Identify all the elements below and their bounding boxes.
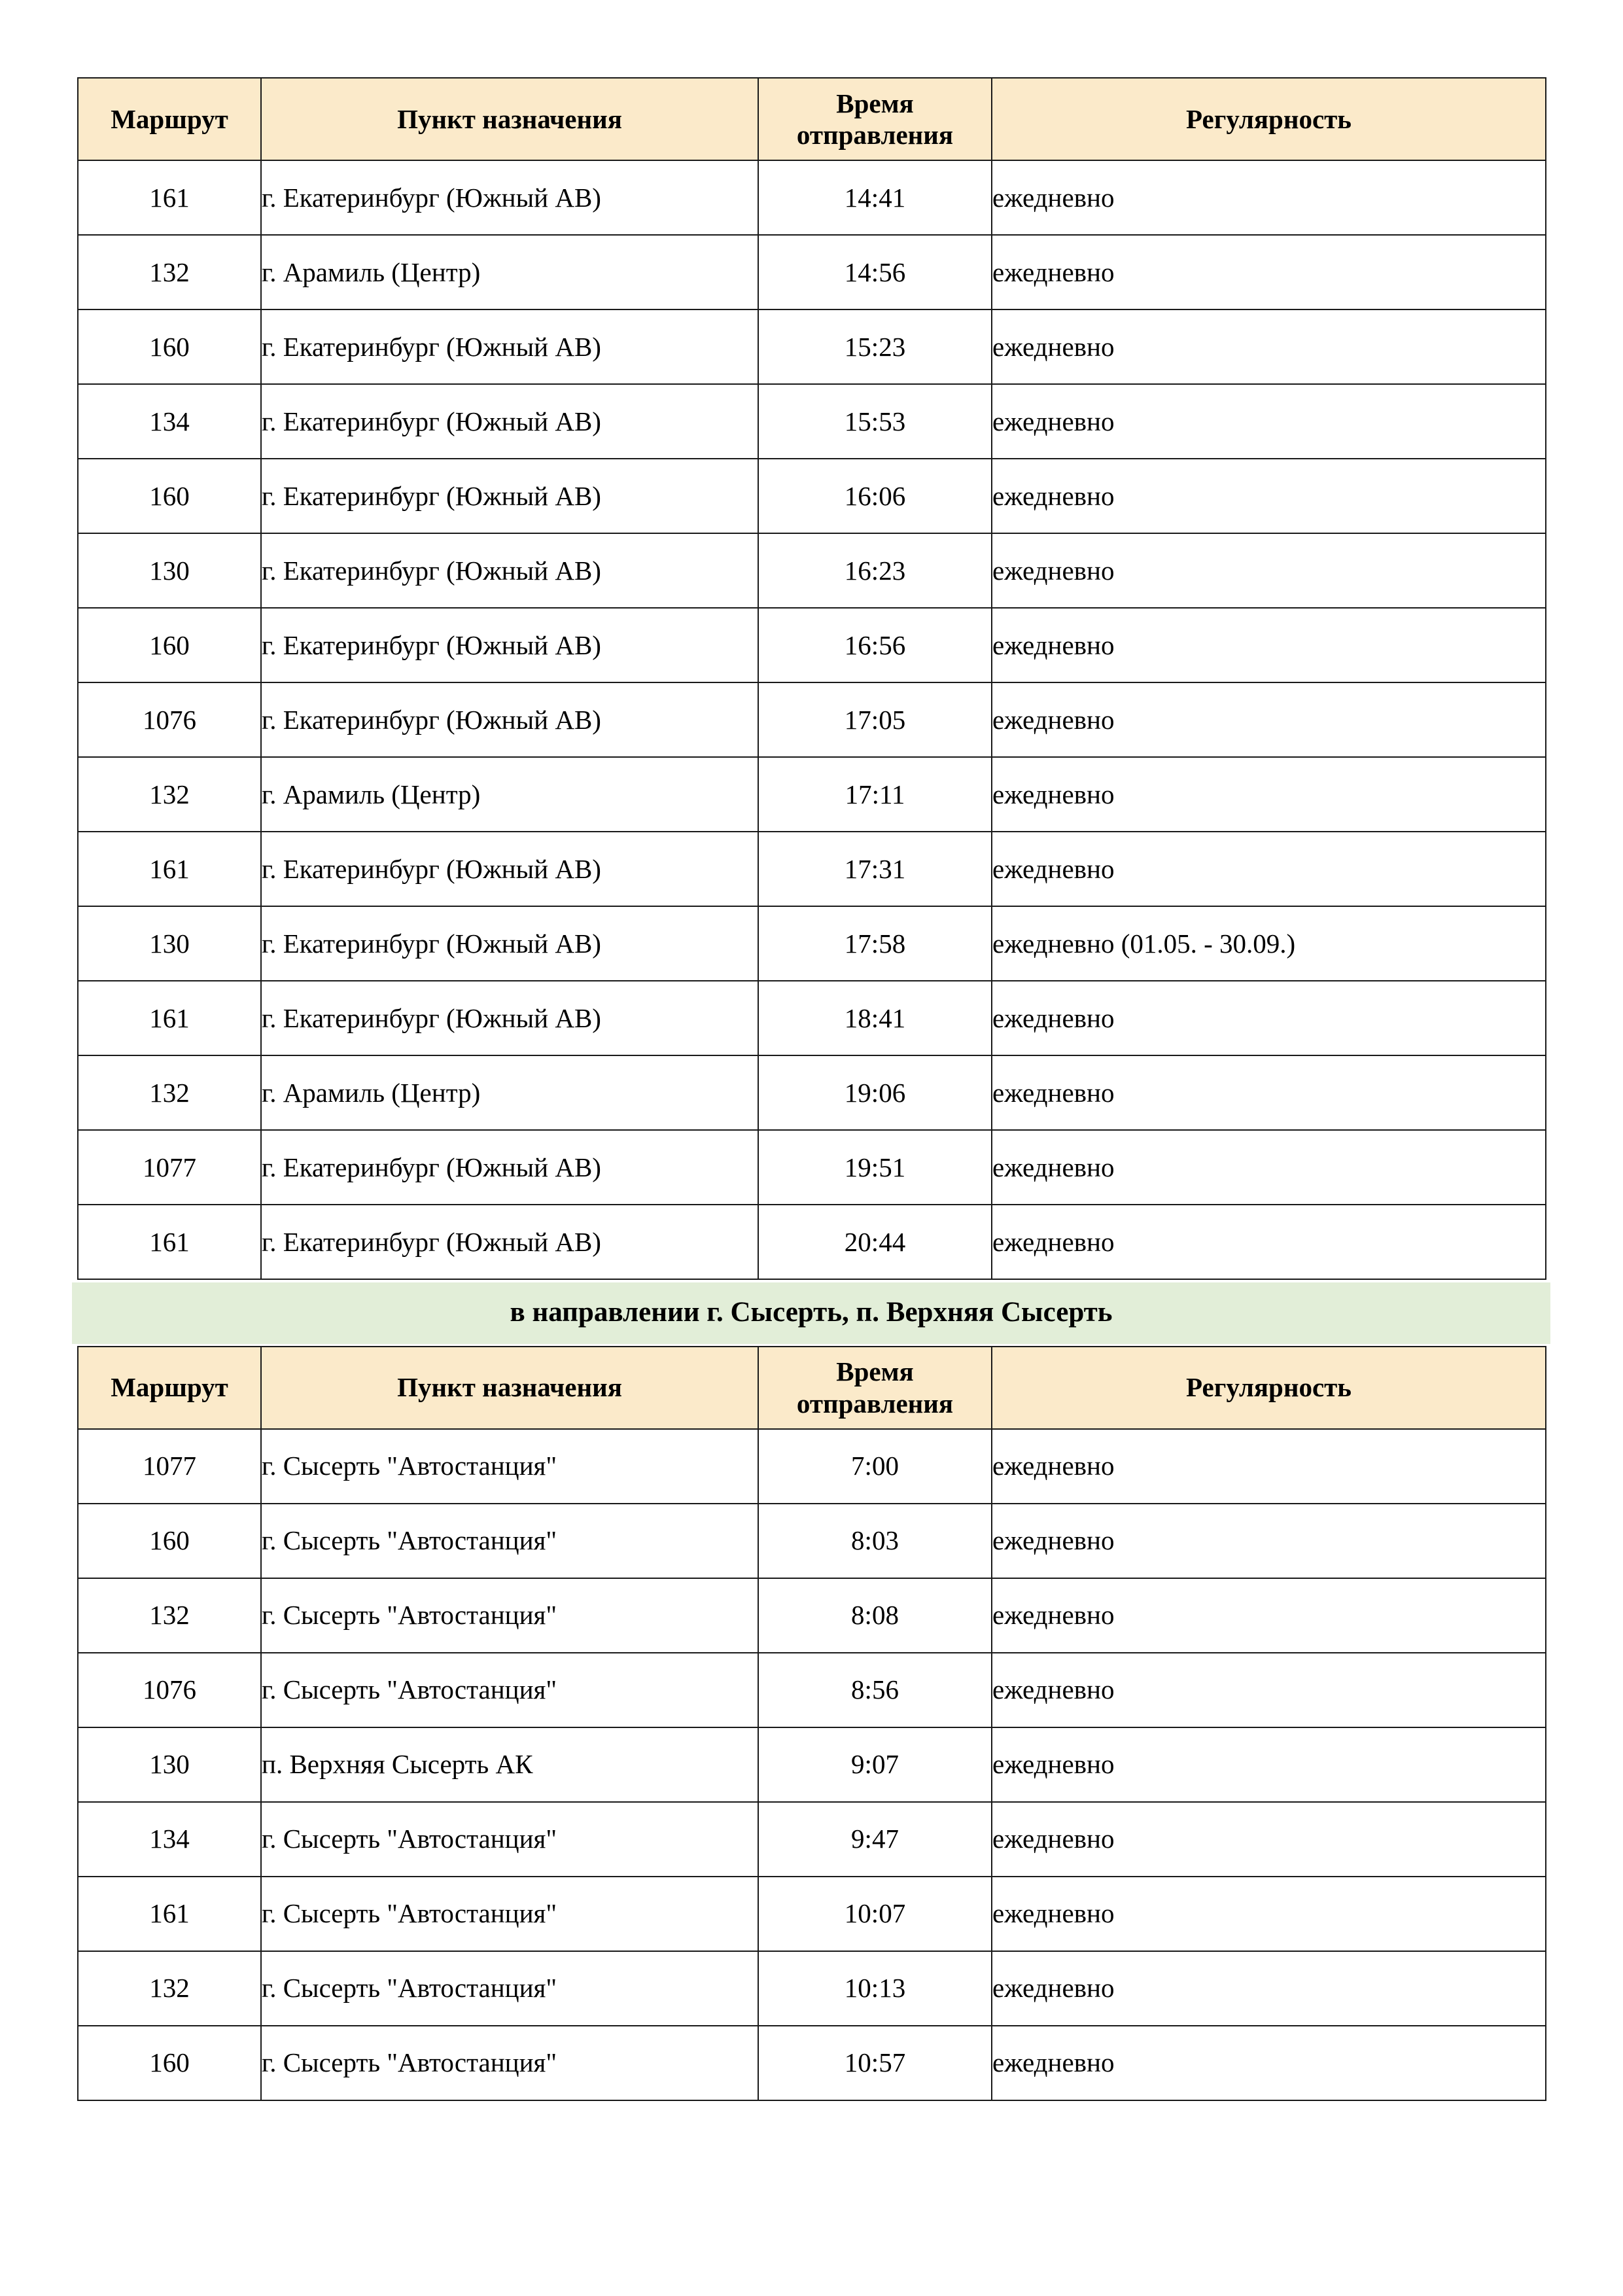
cell-destination: г. Арамиль (Центр) [261,235,758,309]
cell-destination: г. Екатеринбург (Южный АВ) [261,981,758,1055]
cell-destination: г. Екатеринбург (Южный АВ) [261,1205,758,1279]
cell-destination: г. Екатеринбург (Южный АВ) [261,384,758,459]
cell-route: 161 [78,1877,261,1951]
schedule-table [77,1346,1546,2101]
cell-route: 130 [78,1727,261,1802]
cell-departure-time: 14:41 [758,160,992,235]
cell-regularity: ежедневно [992,2026,1546,2100]
table-row [78,1578,1546,1653]
column-header-route: Маршрут [78,78,261,160]
column-header-regularity: Регулярность [992,1347,1546,1429]
cell-route: 130 [78,906,261,981]
table-row [78,757,1546,832]
cell-departure-time: 18:41 [758,981,992,1055]
cell-destination: г. Сысерть "Автостанция" [261,1802,758,1877]
cell-route: 134 [78,384,261,459]
departure-time-label-line2: отправления [796,1388,954,1419]
cell-regularity: ежедневно [992,1802,1546,1877]
table-row [78,906,1546,981]
cell-route: 132 [78,1951,261,2026]
cell-destination: г. Екатеринбург (Южный АВ) [261,160,758,235]
cell-departure-time: 20:44 [758,1205,992,1279]
table-row [78,2026,1546,2100]
column-header-destination: Пункт назначения [261,78,758,160]
cell-route: 160 [78,459,261,533]
departure-time-label-line2: отправления [796,120,954,150]
cell-regularity: ежедневно [992,1578,1546,1653]
cell-regularity: ежедневно [992,384,1546,459]
cell-destination: г. Сысерть "Автостанция" [261,1504,758,1578]
cell-regularity: ежедневно [992,1951,1546,2026]
cell-destination: г. Сысерть "Автостанция" [261,1578,758,1653]
cell-route: 160 [78,2026,261,2100]
column-header-regularity: Регулярность [992,78,1546,160]
cell-departure-time: 10:57 [758,2026,992,2100]
cell-regularity: ежедневно [992,1653,1546,1727]
cell-regularity: ежедневно [992,459,1546,533]
cell-destination: г. Екатеринбург (Южный АВ) [261,682,758,757]
cell-route: 161 [78,832,261,906]
cell-regularity: ежедневно [992,1504,1546,1578]
cell-regularity: ежедневно [992,235,1546,309]
cell-route: 161 [78,981,261,1055]
table-row [78,533,1546,608]
table-row [78,981,1546,1055]
cell-route: 160 [78,309,261,384]
schedule-table [77,77,1546,1280]
cell-route: 161 [78,1205,261,1279]
section-banner: в направлении г. Сысерть, п. Верхняя Сысерть [72,1282,1550,1344]
cell-route: 1077 [78,1130,261,1205]
cell-departure-time: 17:05 [758,682,992,757]
timetable-page [77,77,1545,2101]
departure-time-label-line1: Время [836,1356,914,1387]
cell-departure-time: 8:08 [758,1578,992,1653]
cell-route: 1076 [78,1653,261,1727]
cell-route: 160 [78,608,261,682]
cell-destination: г. Арамиль (Центр) [261,757,758,832]
cell-departure-time: 10:07 [758,1877,992,1951]
table-header-row [78,1347,1546,1429]
cell-departure-time: 16:06 [758,459,992,533]
cell-departure-time: 8:03 [758,1504,992,1578]
cell-departure-time: 19:51 [758,1130,992,1205]
cell-departure-time: 14:56 [758,235,992,309]
cell-departure-time: 16:56 [758,608,992,682]
departure-time-label-line1: Время [836,88,914,118]
cell-regularity: ежедневно [992,757,1546,832]
cell-destination: г. Сысерть "Автостанция" [261,1429,758,1504]
cell-departure-time: 19:06 [758,1055,992,1130]
cell-regularity: ежедневно [992,832,1546,906]
cell-route: 134 [78,1802,261,1877]
table-header-row [78,78,1546,160]
table-row [78,309,1546,384]
cell-destination: г. Екатеринбург (Южный АВ) [261,906,758,981]
cell-destination: г. Сысерть "Автостанция" [261,1653,758,1727]
cell-destination: г. Сысерть "Автостанция" [261,2026,758,2100]
table-row [78,1802,1546,1877]
cell-destination: г. Екатеринбург (Южный АВ) [261,832,758,906]
cell-route: 132 [78,757,261,832]
cell-departure-time: 15:53 [758,384,992,459]
cell-regularity: ежедневно [992,1130,1546,1205]
table-row [78,1951,1546,2026]
cell-regularity: ежедневно [992,533,1546,608]
cell-departure-time: 9:07 [758,1727,992,1802]
cell-departure-time: 17:58 [758,906,992,981]
cell-route: 160 [78,1504,261,1578]
cell-destination: г. Екатеринбург (Южный АВ) [261,1130,758,1205]
table-row [78,608,1546,682]
cell-departure-time: 7:00 [758,1429,992,1504]
cell-route: 132 [78,235,261,309]
table-row [78,1130,1546,1205]
cell-regularity: ежедневно [992,160,1546,235]
column-header-departure-time [758,1347,992,1429]
cell-departure-time: 9:47 [758,1802,992,1877]
cell-regularity: ежедневно [992,682,1546,757]
table-row [78,682,1546,757]
cell-regularity: ежедневно [992,309,1546,384]
cell-regularity: ежедневно [992,1055,1546,1130]
cell-regularity: ежедневно [992,1727,1546,1802]
cell-regularity: ежедневно [992,981,1546,1055]
table-row [78,1877,1546,1951]
cell-route: 1076 [78,682,261,757]
cell-departure-time: 17:31 [758,832,992,906]
cell-destination: г. Арамиль (Центр) [261,1055,758,1130]
cell-regularity: ежедневно [992,608,1546,682]
table-row [78,1429,1546,1504]
cell-regularity: ежедневно [992,1877,1546,1951]
column-header-destination: Пункт назначения [261,1347,758,1429]
cell-route: 161 [78,160,261,235]
cell-route: 130 [78,533,261,608]
cell-regularity: ежедневно [992,1429,1546,1504]
cell-destination: г. Екатеринбург (Южный АВ) [261,309,758,384]
table-row [78,459,1546,533]
schedule-sections [77,77,1545,2101]
table-row [78,1205,1546,1279]
column-header-route: Маршрут [78,1347,261,1429]
cell-route: 132 [78,1055,261,1130]
table-row [78,832,1546,906]
cell-route: 132 [78,1578,261,1653]
table-row [78,1653,1546,1727]
cell-regularity: ежедневно (01.05. - 30.09.) [992,906,1546,981]
cell-route: 1077 [78,1429,261,1504]
cell-departure-time: 10:13 [758,1951,992,2026]
table-row [78,1504,1546,1578]
table-row [78,160,1546,235]
cell-departure-time: 8:56 [758,1653,992,1727]
cell-destination: п. Верхняя Сысерть АК [261,1727,758,1802]
table-row [78,384,1546,459]
cell-regularity: ежедневно [992,1205,1546,1279]
cell-departure-time: 15:23 [758,309,992,384]
table-row [78,1055,1546,1130]
cell-destination: г. Екатеринбург (Южный АВ) [261,459,758,533]
cell-destination: г. Сысерть "Автостанция" [261,1877,758,1951]
table-row [78,1727,1546,1802]
cell-departure-time: 16:23 [758,533,992,608]
cell-departure-time: 17:11 [758,757,992,832]
cell-destination: г. Екатеринбург (Южный АВ) [261,533,758,608]
column-header-departure-time [758,78,992,160]
cell-destination: г. Екатеринбург (Южный АВ) [261,608,758,682]
cell-destination: г. Сысерть "Автостанция" [261,1951,758,2026]
table-row [78,235,1546,309]
